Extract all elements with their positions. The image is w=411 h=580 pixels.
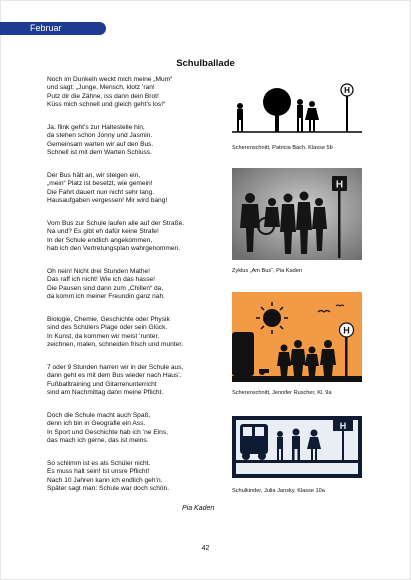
poem-line: Es muss halt sein! Ist unsre Pflicht! <box>47 468 150 476</box>
image-caption-3: Scherenschnitt, Jennifer Ruscher, Kl. 9a <box>232 390 332 396</box>
poem-line: sind am Nachmittag dann meine Pflicht. <box>47 388 164 396</box>
stanza-1 <box>47 76 237 109</box>
poem-line: Doch die Schule macht auch Spaß, <box>47 412 151 419</box>
poem-line: hab ich den Vertretungsplan wahrgenommen. <box>47 244 181 252</box>
poem-line: Biologie, Chemie, Geschichte oder Physik <box>47 316 170 323</box>
poem-line: Die Fahrt dauert nun nicht sehr lang. <box>47 188 155 196</box>
poem-line: Der Bus hält an, wir steigen ein, <box>47 172 141 179</box>
image-caption-2: Zyklus „Am Bus“, Pia Kaden <box>232 268 302 274</box>
month-tab: Februar <box>0 22 106 35</box>
stanza-5 <box>47 268 237 301</box>
poem-line: 7 oder 9 Stunden harren wir in der Schule aus, <box>47 364 184 371</box>
sunset-silhouette-illustration <box>232 292 362 382</box>
poem-line: Gemeinsam warten wir auf den Bus. <box>47 140 154 148</box>
page-number: 42 <box>201 545 210 552</box>
poem-line: In Sport und Geschichte hab ich ’ne Eins, <box>47 428 168 436</box>
poem-line: Ja, flink geht’s zur Haltestelle hin, <box>47 124 145 131</box>
poem-line: Vom Bus zur Schule laufen alle auf der Straße. <box>47 220 185 227</box>
bus-stop-photo-illustration <box>232 168 362 260</box>
poem-line: Hausaufgaben vergessen! Mir wird bang! <box>47 196 168 204</box>
bus-stop-sign-label: H <box>339 421 347 431</box>
image-caption-4: Schulkinder, Julia Jansky, Klasse 10a <box>232 488 325 494</box>
school-kids-bus-illustration <box>232 416 362 478</box>
silhouette-illustration-1 <box>232 80 362 136</box>
poem-line: dann geht es mit dem Bus wieder nach Haus’. <box>47 372 182 380</box>
image-caption-1: Scherenschnitt, Patricia Bach, Klasse 5b <box>232 145 333 151</box>
poem-line: sind des Schülers Plage oder sein Glück. <box>47 324 168 332</box>
poem-line: und sagt: „Junge, Mensch, klotz ’ran! <box>47 84 155 92</box>
stanza-6 <box>47 316 237 349</box>
poem-line: Putz dir die Zähne, iss dann dein Brot! <box>47 92 159 100</box>
poem-line: „mein“ Platz ist besetzt, wie gemein! <box>47 180 153 188</box>
stanza-7 <box>47 364 237 397</box>
poem-line: So schlimm ist es als Schüler nicht. <box>47 460 151 467</box>
poem-line: Die Pausen sind dann zum „Chillen“ da, <box>47 284 164 292</box>
poem-line: zeichnen, malen, schneiden frisch und munter. <box>47 340 183 348</box>
stanza-3 <box>47 172 237 205</box>
poem-author: Pia Kaden <box>182 505 215 512</box>
poem-line: da komm ich meiner Freundin ganz nah. <box>47 292 166 300</box>
poem-line: Fußballtraining und Gitarrenunterricht <box>47 380 157 388</box>
poem-line: In der Schule endlich angekommen, <box>47 236 153 244</box>
poem-line: Nach 10 Jahren kann ich endlich geh’n. <box>47 476 163 484</box>
poem-line: Na und? Es gibt eh dafür keine Strafe! <box>47 228 159 236</box>
bus-stop-sign-label: H <box>335 179 344 191</box>
poem-line: In Kunst, da kommen wir meist ’runter, <box>47 332 160 340</box>
bus-stop-sign-label: H <box>344 86 350 95</box>
poem-line: Das raff ich nicht! Wie ich das hasse! <box>47 276 155 284</box>
bus-stop-sign-label: H <box>343 325 350 336</box>
poem-title: Schulballade <box>176 58 235 69</box>
stanza-9 <box>47 460 237 493</box>
poem-line: Oh nein! Nicht drei Stunden Mathe! <box>47 268 150 275</box>
poem-line: da stehen schon Jonny und Jasmin. <box>47 132 153 140</box>
stanza-8 <box>47 412 237 445</box>
poem-line: Küss mich schnell und gleich geht’s los!“ <box>47 100 166 108</box>
stanza-4 <box>47 220 237 253</box>
poem-line: Schnell ist mit dem Warten Schluss. <box>47 148 152 156</box>
poem-line: denn ich bin in Geografie ein Ass. <box>47 420 146 428</box>
stanza-2 <box>47 124 237 157</box>
poem-line: das mach ich gerne, das ist meins. <box>47 436 149 444</box>
poem-line: Noch im Dunkeln weckt mich meine „Mum“ <box>47 76 173 83</box>
poem-line: Später sagt man: Schule war doch schön. <box>47 484 170 492</box>
